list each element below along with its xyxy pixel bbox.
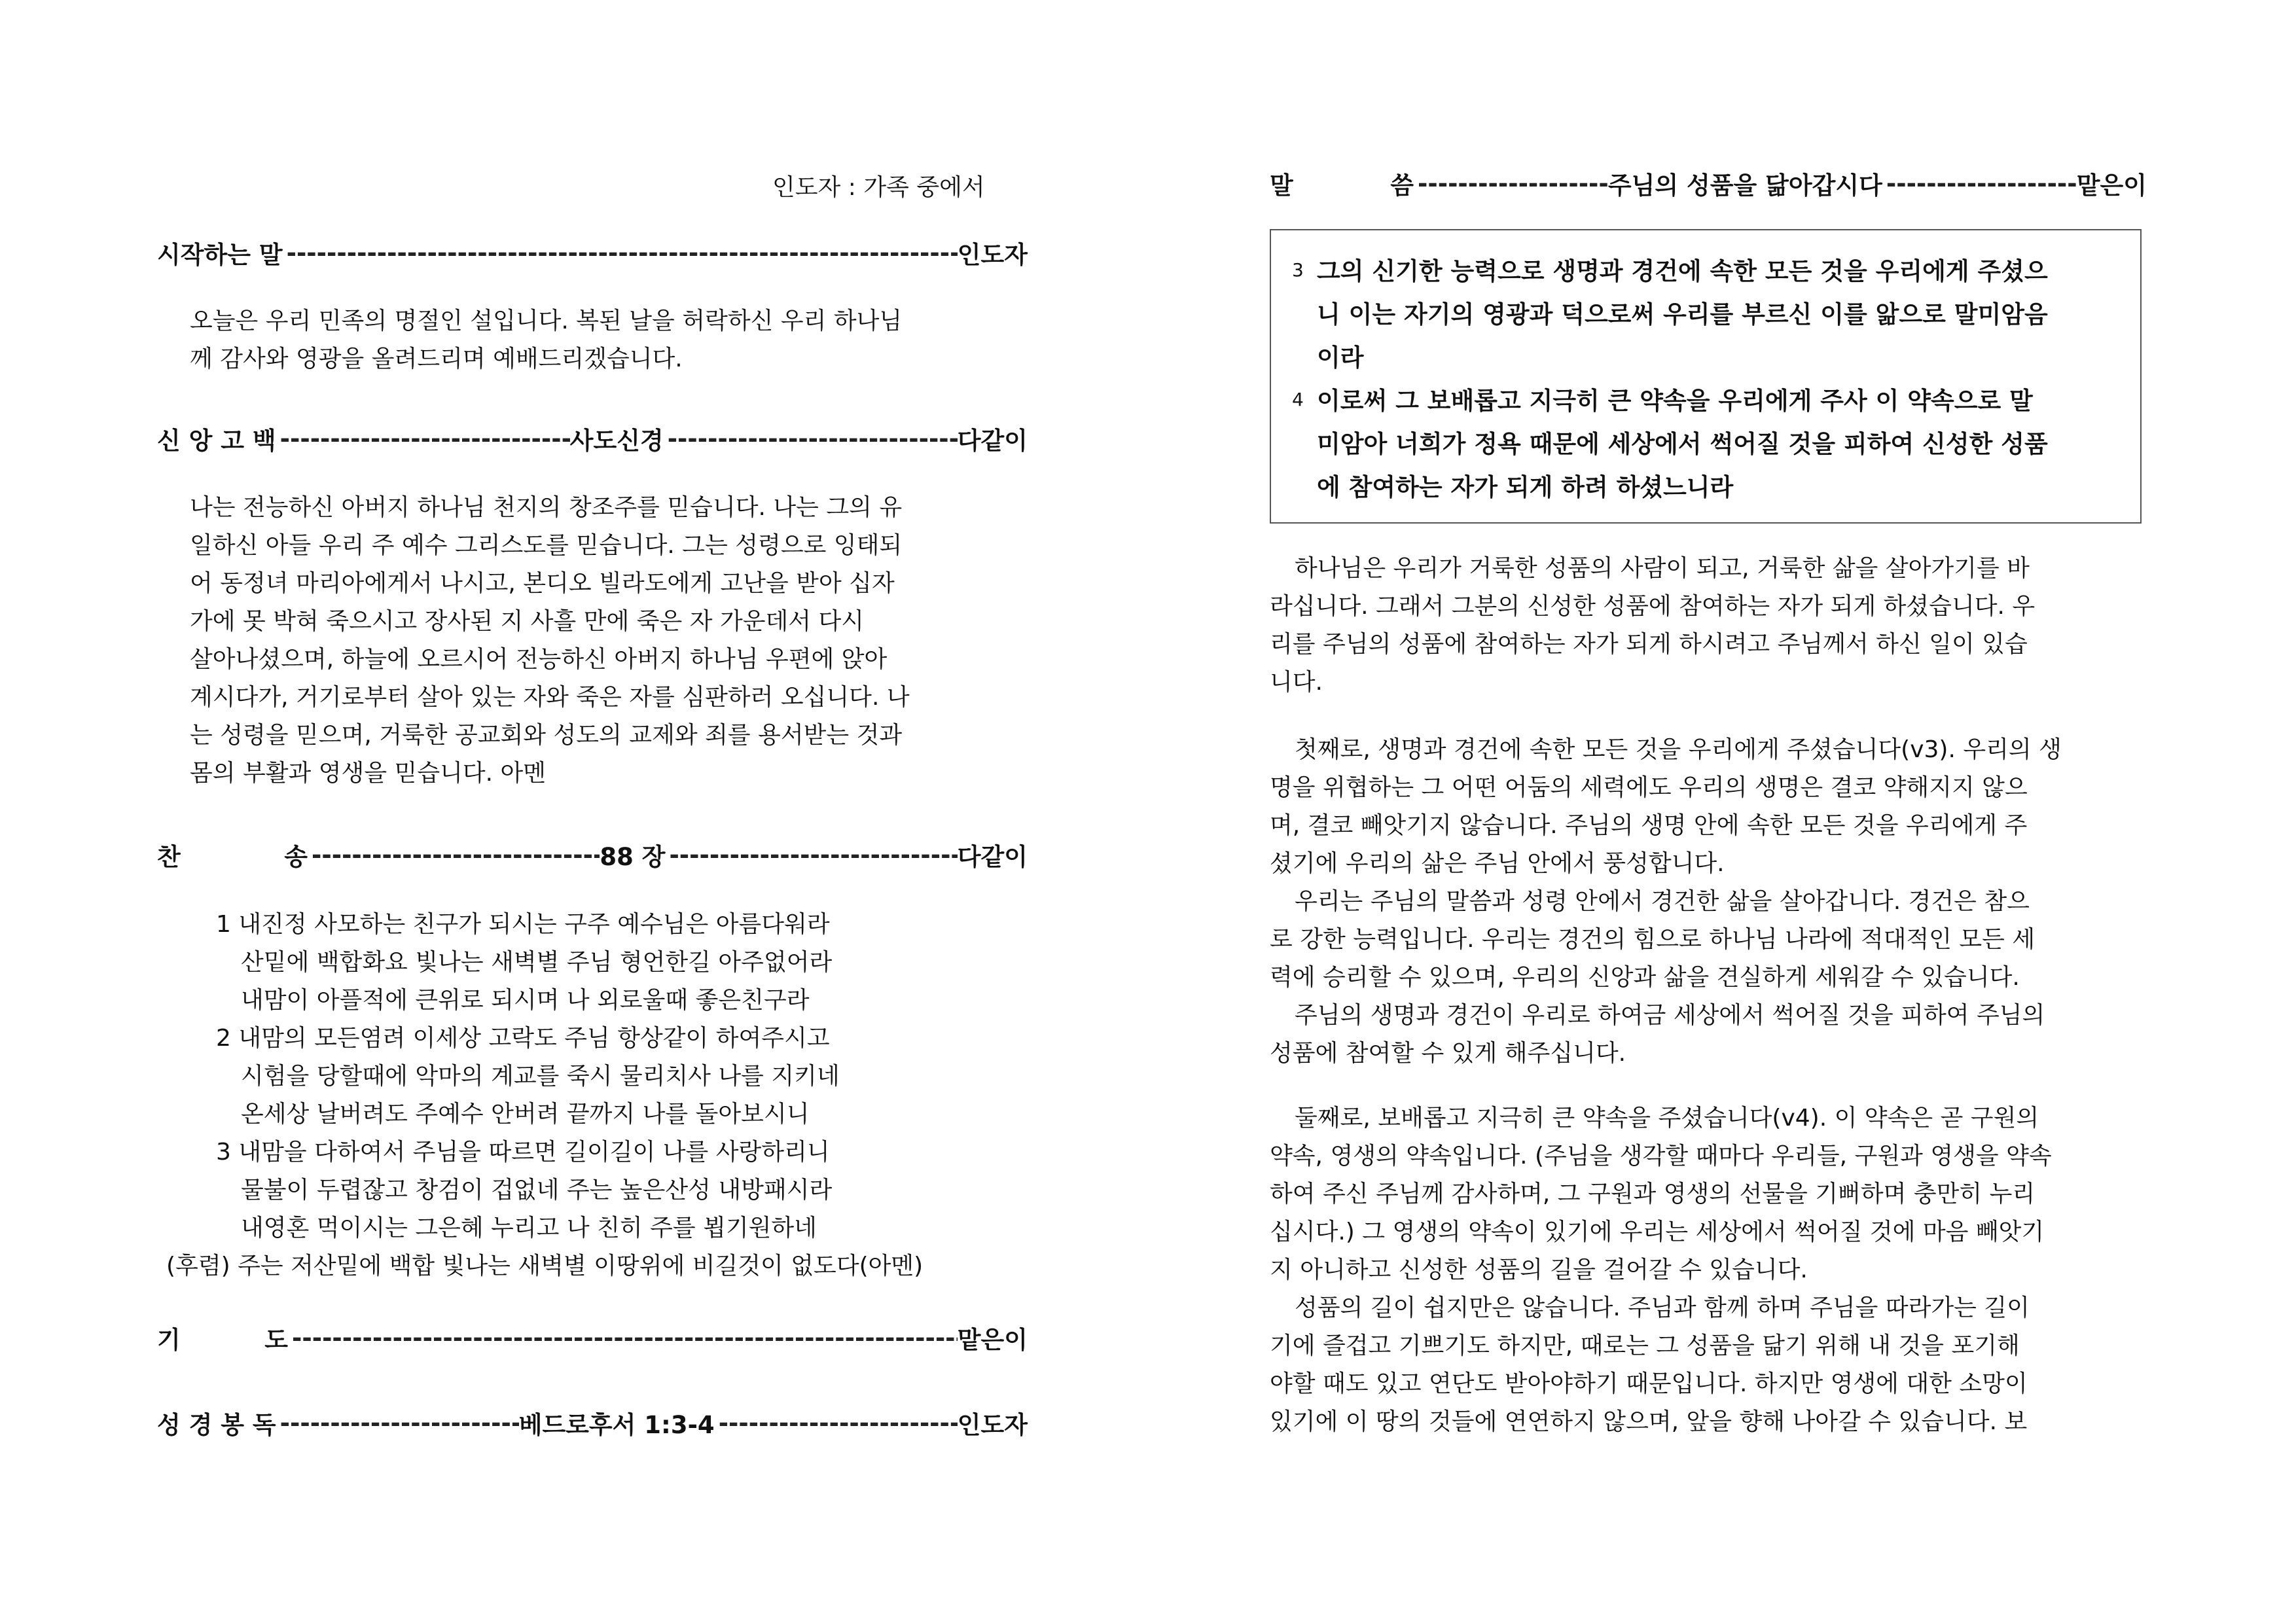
sermon-header <box>1270 165 2147 202</box>
leader-note: 인도자 : 가족 중에서 <box>772 174 985 201</box>
text-line: 는 성령을 믿으며, 거룩한 공교회와 성도의 교제와 죄를 용서받는 것과 <box>190 722 903 749</box>
text-line: 나는 전능하신 아버지 하나님 천지의 창조주를 믿습니다. 나는 그의 유 <box>190 494 903 521</box>
verse-line: 니 이는 자기의 영광과 덕으로써 우리를 부르신 이를 앎으로 말미암음 <box>1317 300 2048 329</box>
lyric-line: 내영혼 먹이시는 그은혜 누리고 나 친히 주를 뵙기원하네 <box>241 1215 817 1241</box>
dash-divider <box>665 841 957 869</box>
reading-header <box>157 1404 1028 1441</box>
text-line: 십시다.) 그 영생의 약속이 있기에 우리는 세상에서 썩어질 것에 마음 빼앗기 <box>1270 1219 2045 1245</box>
hymn-title: 찬 송 <box>157 843 308 871</box>
text-line: 야할 때도 있고 연단도 받아야하기 때문입니다. 하지만 영생에 대한 소망이 <box>1270 1370 2028 1397</box>
creed-role: 다같이 <box>957 427 1028 455</box>
dash-divider <box>283 239 958 267</box>
creed-header <box>157 420 1028 457</box>
prayer-header <box>157 1319 1028 1356</box>
prayer-title: 기 도 <box>157 1326 288 1354</box>
text-line: 며, 결코 빼앗기지 않습니다. 주님의 생명 안에 속한 모든 것을 우리에게 주 <box>1270 812 2028 839</box>
text-line: 지 아니하고 신성한 성품의 길을 걸어갈 수 있습니다. <box>1270 1257 1808 1283</box>
lyric-line: 온세상 날버려도 주예수 안버려 끝까지 나를 돌아보시니 <box>241 1101 810 1128</box>
creed-text <box>190 489 910 793</box>
opening-header <box>157 234 1028 271</box>
text-line: 계시다가, 거기로부터 살아 있는 자와 죽은 자를 심판하러 오십니다. 나 <box>190 684 910 711</box>
sermon-paragraph <box>1270 1099 2052 1441</box>
dash-divider <box>1882 169 2077 198</box>
lyric-line: 2 내맘의 모든염려 이세상 고락도 주님 항상같이 하여주시고 <box>216 1025 830 1052</box>
hymn-name: 88 장 <box>600 843 666 871</box>
verse-line: 미암아 너희가 정욕 때문에 세상에서 썩어질 것을 피하여 신성한 성품 <box>1317 430 2048 458</box>
text-line: 리를 주님의 성품에 참여하는 자가 되게 하시려고 주님께서 하신 일이 있습 <box>1270 631 2028 658</box>
dash-divider <box>308 841 600 869</box>
sermon-role: 맡은이 <box>2076 171 2147 200</box>
text-line: 우리는 주님의 말씀과 성령 안에서 경건한 삶을 살아갑니다. 경건은 참으 <box>1295 888 2030 915</box>
text-line: 오늘은 우리 민족의 명절인 설입니다. 복된 날을 허락하신 우리 하나님 <box>190 308 903 334</box>
text-line: 께 감사와 영광을 올려드리며 예배드리겠습니다. <box>190 346 683 372</box>
text-line: 로 강한 능력입니다. 우리는 경건의 힘으로 하나님 나라에 적대적인 모든 세 <box>1270 926 2036 953</box>
text-line: 살아나셨으며, 하늘에 오르시어 전능하신 아버지 하나님 우편에 앉아 <box>190 646 888 673</box>
sermon-paragraph <box>1270 731 2062 1073</box>
reading-role: 인도자 <box>957 1411 1028 1439</box>
verse-line: 이라 <box>1317 344 1364 372</box>
text-line: 셨기에 우리의 삶은 주님 안에서 풍성합니다. <box>1270 850 1725 877</box>
verse-line: 이로써 그 보배롭고 지극히 큰 약속을 우리에게 주사 이 약속으로 말 <box>1317 387 2033 415</box>
prayer-role: 맡은이 <box>957 1326 1028 1354</box>
dash-divider <box>276 1409 519 1437</box>
text-line: 약속, 영생의 약속입니다. (주님을 생각할 때마다 우리들, 구원과 영생을 약속 <box>1270 1143 2052 1169</box>
reading-title: 성 경 봉 독 <box>157 1411 276 1439</box>
creed-title: 신 앙 고 백 <box>157 427 276 455</box>
text-line: 력에 승리할 수 있으며, 우리의 신앙과 삶을 견실하게 세워갈 수 있습니다. <box>1270 964 2020 991</box>
hymn-role: 다같이 <box>957 843 1028 871</box>
dash-divider <box>288 1324 958 1352</box>
text-line: 니다. <box>1270 669 1323 696</box>
lyric-line: 1 내진정 사모하는 친구가 되시는 구주 예수님은 아름다워라 <box>216 911 830 938</box>
text-line: 가에 못 박혀 죽으시고 장사된 지 사흘 만에 죽은 자 가운데서 다시 <box>190 608 865 635</box>
opening-text <box>190 302 902 378</box>
creed-name: 사도신경 <box>569 427 664 455</box>
lyric-line: 시험을 당할때에 악마의 계교를 죽시 물리치사 나를 지키네 <box>241 1063 840 1090</box>
lyric-line: 산밑에 백합화요 빛나는 새벽별 주님 형언한길 아주없어라 <box>241 949 833 976</box>
reading-name: 베드로후서 1:3-4 <box>518 1411 715 1439</box>
text-line: 명을 위협하는 그 어떤 어둠의 세력에도 우리의 생명은 결코 약해지지 않으 <box>1270 774 2028 801</box>
hymn-header <box>157 836 1028 873</box>
text-line: 성품에 참여할 수 있게 해주십니다. <box>1270 1040 1626 1067</box>
dash-divider <box>715 1409 958 1437</box>
text-line: 하여 주신 주님께 감사하며, 그 구원과 영생의 선물을 기뻐하며 충만히 누리 <box>1270 1181 2036 1207</box>
text-line: 몸의 부활과 영생을 믿습니다. 아멘 <box>190 760 547 787</box>
text-line: 성품의 길이 쉽지만은 않습니다. 주님과 함께 하며 주님을 따라가는 길이 <box>1295 1294 2030 1321</box>
text-line: 첫째로, 생명과 경건에 속한 모든 것을 우리에게 주셨습니다(v3). 우리의 생 <box>1295 736 2062 763</box>
verse-number: 4 <box>1292 389 1304 410</box>
text-line: 둘째로, 보배롭고 지극히 큰 약속을 주셨습니다(v4). 이 약속은 곧 구원의 <box>1295 1105 2039 1132</box>
hymn-lyrics <box>166 906 924 1285</box>
text-line: 라십니다. 그래서 그분의 신성한 성품에 참여하는 자가 되게 하셨습니다. 우 <box>1270 593 2036 620</box>
refrain-line: (후렴) 주는 저산밑에 백합 빛나는 새벽별 이땅위에 비길것이 없도다(아멘) <box>166 1253 924 1279</box>
text-line: 일하신 아들 우리 주 예수 그리스도를 믿습니다. 그는 성령으로 잉태되 <box>190 532 903 559</box>
sermon-name: 주님의 성품을 닮아갑시다 <box>1607 171 1882 200</box>
lyric-line: 3 내맘을 다하여서 주님을 따르면 길이길이 나를 사랑하리니 <box>216 1139 830 1166</box>
dash-divider <box>1414 169 1608 198</box>
verse-line: 그의 신기한 능력으로 생명과 경건에 속한 모든 것을 우리에게 주셨으 <box>1317 257 2048 285</box>
text-line: 기에 즐겁고 기쁘기도 하지만, 때로는 그 성품을 닮기 위해 내 것을 포기해 <box>1270 1332 2020 1359</box>
verse-number: 3 <box>1292 259 1304 281</box>
text-line: 있기에 이 땅의 것들에 연연하지 않으며, 앞을 향해 나아갈 수 있습니다. 보 <box>1270 1408 2028 1435</box>
sermon-paragraph <box>1270 550 2035 702</box>
text-line: 어 동정녀 마리아에게서 나시고, 본디오 빌라도에게 고난을 받아 십자 <box>190 570 895 597</box>
text-line: 하나님은 우리가 거룩한 성품의 사람이 되고, 거룩한 삶을 살아가기를 바 <box>1295 555 2030 582</box>
lyric-line: 내맘이 아플적에 큰위로 되시며 나 외로울때 좋은친구라 <box>241 987 810 1014</box>
sermon-title: 말 씀 <box>1270 171 1414 200</box>
opening-role: 인도자 <box>957 241 1028 269</box>
opening-title: 시작하는 말 <box>157 241 283 269</box>
text-line: 주님의 생명과 경건이 우리로 하여금 세상에서 썩어질 것을 피하여 주님의 <box>1295 1002 2045 1029</box>
dash-divider <box>664 425 958 453</box>
dash-divider <box>276 425 570 453</box>
scripture-box <box>1270 229 2142 524</box>
verse-line: 에 참여하는 자가 되게 하려 하셨느니라 <box>1317 473 1734 501</box>
lyric-line: 물불이 두렵잖고 창검이 겁없네 주는 높은산성 내방패시라 <box>241 1177 833 1204</box>
